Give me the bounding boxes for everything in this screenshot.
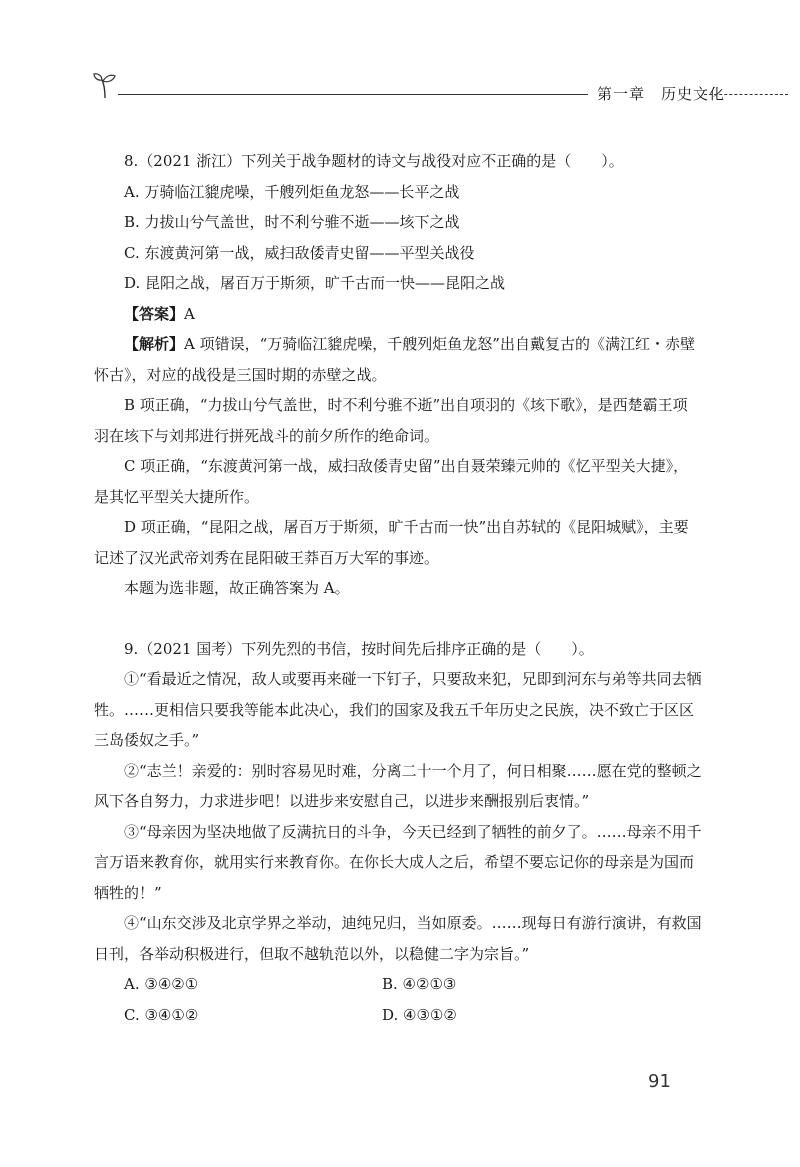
- q8-answer: [94, 299, 702, 330]
- q9-option-b: B. ④②①③: [382, 975, 457, 993]
- q9-letter-3: ③“母亲因为坚决地做了反满抗日的斗争，今天已经到了牺牲的前夕了。……母亲不用千言万语来教育你，就用实行来教育你。在你长大成人之后，希望不要忘记你的母亲是为国而牺牲的！”: [94, 822, 702, 902]
- q8-option-d: D. 昆阳之战，屠百万于斯须，旷千古而一快——昆阳之战: [124, 274, 506, 292]
- header-rule: [118, 94, 588, 95]
- q9-letter-1: ①“看最近之情况，敌人或要再来碰一下钉子，只要敌来犯，兄即到河东与弟等共同去牺牲。……更相信只要我等能本此决心，我们的国家及我五千年历史之民族，决不致亡于区区三岛倭奴之手。”: [94, 670, 702, 749]
- question-8-stem: 8.（2021 浙江）下列关于战争题材的诗文与战役对应不正确的是（ ）。: [124, 152, 624, 170]
- q9-option-a: A. ③④②①: [124, 975, 199, 993]
- q8-option-c: C. 东渡黄河第一战，威扫敌倭青史留——平型关战役: [124, 243, 475, 262]
- q8-analysis: [94, 329, 702, 390]
- running-header: [92, 70, 788, 104]
- answer-value: A: [184, 304, 195, 323]
- q8-analysis-b: B 项正确，“力拔山兮气盖世，时不利兮骓不逝”出自项羽的《垓下歌》，是西楚霸王项羽在垓下与刘邦进行拼死战斗的前夕所作的绝命词。: [94, 396, 688, 445]
- sprout-icon: [92, 70, 118, 100]
- q9-letter-2: ②“志兰！亲爱的：别时容易见时难，分离二十一个月了，何日相聚……愿在党的整顿之风下各自努力，力求进步吧！以进步来安慰自己，以进步来酬报别后衷情。”: [94, 761, 702, 810]
- q8-analysis-c: C 项正确，“东渡黄河第一战，威扫敌倭青史留”出自聂荣臻元帅的《忆平型关大捷》，是其忆平型关大捷所作。: [94, 457, 689, 506]
- q9-letter-4: ④“山东交涉及北京学界之举动，迪纯兄归，当如原委。……现每日有游行演讲，有救国日刊，各举动积极进行，但取不越轨范以外，以稳健二字为宗旨。”: [94, 914, 702, 963]
- q8-conclusion: 本题为选非题，故正确答案为 A。: [124, 579, 350, 597]
- analysis-text: A 项错误，“万骑临江貔虎噪，千艘列炬鱼龙怒”出自戴复古的《满江红・赤壁怀古》，对应的战役是三国时期的赤壁之战。: [94, 335, 695, 384]
- q8-option-a: A. 万骑临江貔虎噪，千艘列炬鱼龙怒——长平之战: [124, 182, 460, 201]
- q9-options: [94, 969, 702, 1030]
- q9-option-c: C. ③④①②: [124, 1005, 199, 1024]
- page-content: [94, 146, 702, 1030]
- chapter-title: 第一章 历史文化: [597, 85, 726, 103]
- header-dashed-rule: [704, 94, 788, 95]
- q8-option-b: B. 力拔山兮气盖世，时不利兮骓不逝——垓下之战: [124, 213, 460, 231]
- page-number: 91: [648, 1071, 671, 1092]
- q9-option-d: D. ④③①②: [382, 1005, 457, 1024]
- answer-label: 【答案】: [124, 304, 185, 323]
- analysis-label: 【解析】: [124, 335, 185, 353]
- question-9-stem: 9.（2021 国考）下列先烈的书信，按时间先后排序正确的是（ ）。: [124, 639, 594, 658]
- q8-analysis-d: D 项正确，“昆阳之战，屠百万于斯须，旷千古而一快”出自苏轼的《昆阳城赋》，主要记述了汉光武帝刘秀在昆阳破王莽百万大军的事迹。: [94, 518, 689, 567]
